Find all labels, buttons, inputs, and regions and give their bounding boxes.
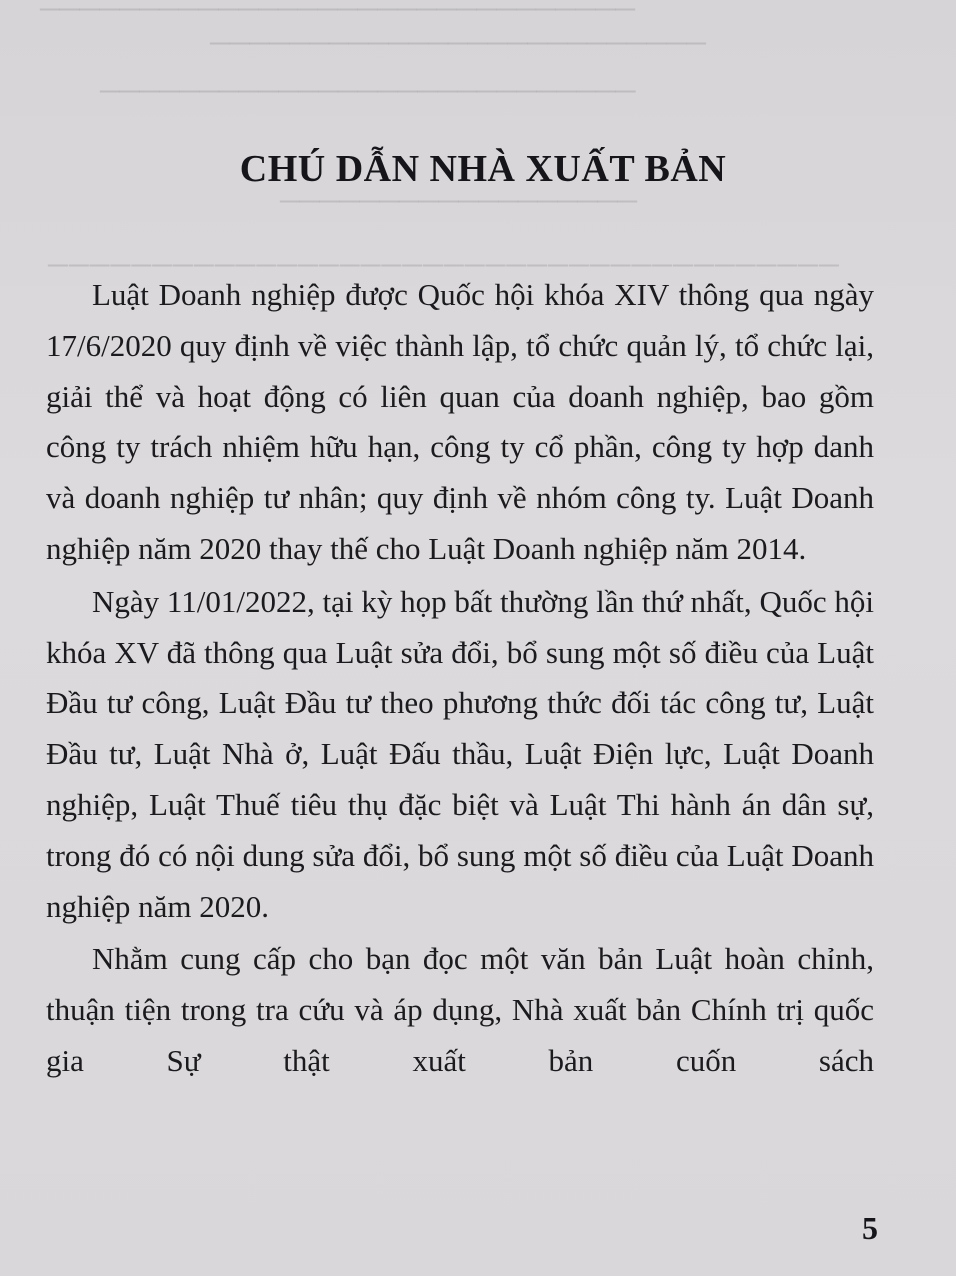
paragraph-3 xyxy=(46,934,874,1086)
text-line: hạn, công ty cổ phần, công ty hợp danh và doanh nghiệp xyxy=(46,429,874,516)
text-line: Ngày 11/01/2022, tại kỳ họp bất thường lần thứ xyxy=(92,583,683,619)
bleed-through-texture: ────────────────────────────── ───────────────────────── ─────────────────────────── ────────────────── ────────────────────────────────────── xyxy=(40,0,840,281)
page-number: 5 xyxy=(862,1210,878,1246)
text-line: năm 2020 thay thế cho Luật Doanh nghiệp năm 2014. xyxy=(138,530,807,566)
text-line: bản Chính trị quốc gia Sự thật xuất bản cuốn sách xyxy=(46,992,875,1078)
text-line: sung một số điều của Luật Đầu tư công, Luật Đầu tư xyxy=(46,634,874,721)
text-line: điều của Luật Doanh nghiệp năm 2020. xyxy=(46,837,874,924)
paragraph-1 xyxy=(46,270,874,575)
text-line: nghiệp, Luật Thuế tiêu thụ đặc biệt và Luật Thi hành xyxy=(46,786,731,822)
text-line: án dân sự, trong đó có nội dung sửa đổi, bổ sung một số xyxy=(46,786,875,873)
text-line: Luật Doanh nghiệp được Quốc hội khóa XIV thông xyxy=(92,277,750,312)
text-line: Nhà ở, Luật Đấu thầu, Luật Điện lực, Luật Doanh xyxy=(222,736,874,772)
text-line: Nhằm cung cấp cho bạn đọc một văn bản Luật hoàn xyxy=(92,941,785,977)
text-line: tư nhân; quy định về nhóm công ty. Luật Doanh nghiệp xyxy=(46,480,875,566)
paragraph-2 xyxy=(46,577,874,933)
text-line: theo phương thức đối tác công tư, Luật Đầu tư, Luật xyxy=(46,685,874,772)
text-line: quản lý, tổ chức lại, giải thể và hoạt động có liên quan xyxy=(46,327,875,414)
text-line: của doanh nghiệp, bao gồm công ty trách nhiệm hữu xyxy=(46,378,874,465)
text-line: chỉnh, thuận tiện trong tra cứu và áp dụng, Nhà xuất xyxy=(46,941,874,1028)
text-line: qua ngày 17/6/2020 quy định về việc thành lập, tổ chức xyxy=(46,277,874,363)
body-text xyxy=(46,270,874,1087)
text-line: nhất, Quốc hội khóa XV đã thông qua Luật sửa đổi, bổ xyxy=(46,583,874,670)
page-title: CHÚ DẪN NHÀ XUẤT BẢN xyxy=(239,148,727,190)
